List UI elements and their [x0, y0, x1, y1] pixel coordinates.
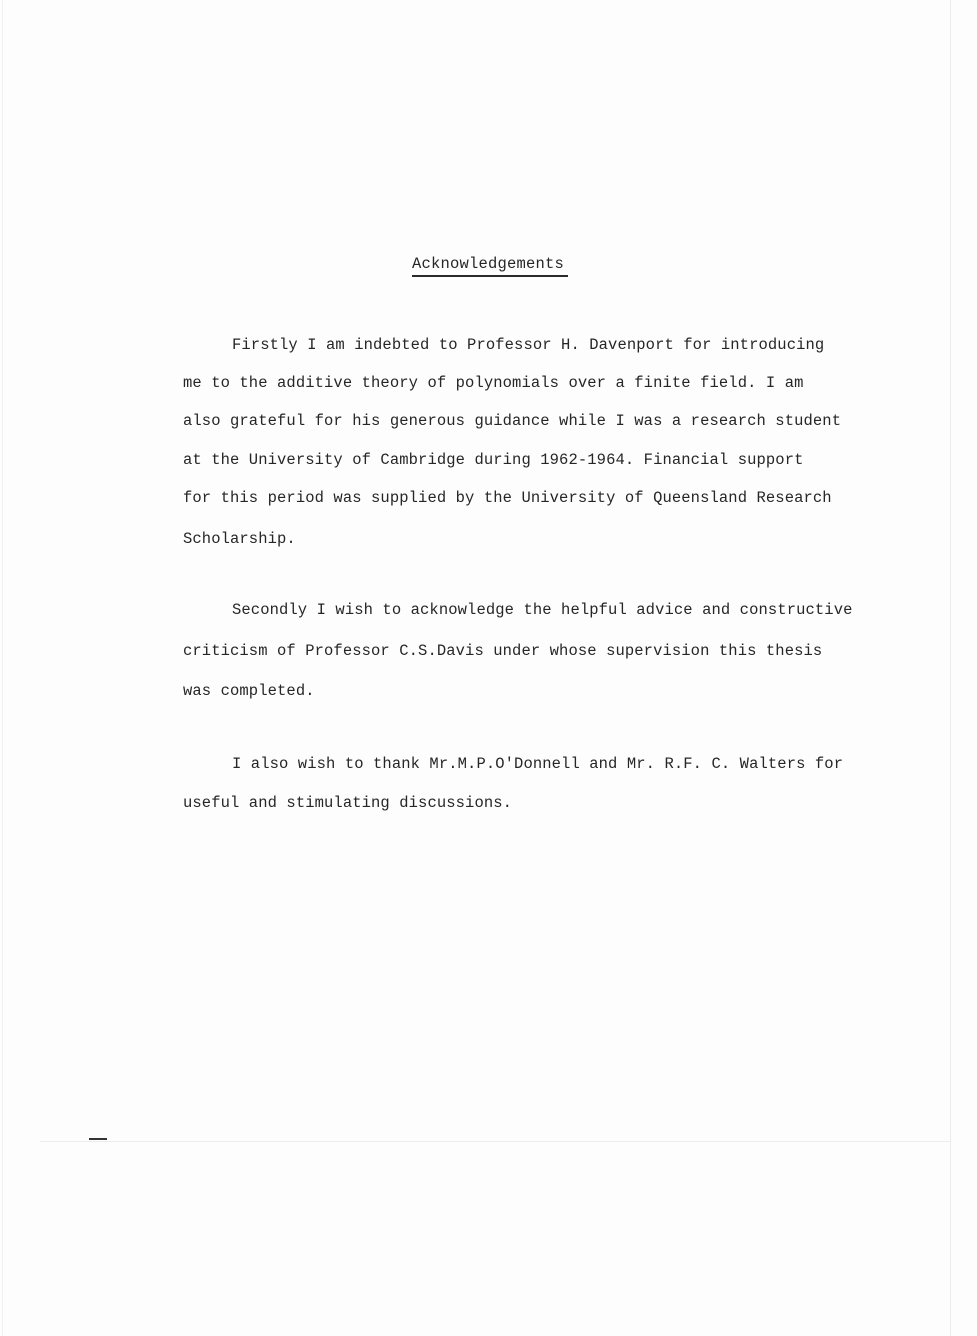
paragraph-3-line-2: useful and stimulating discussions. — [183, 794, 513, 812]
paragraph-1-line-6: Scholarship. — [183, 530, 296, 548]
paragraph-1-line-5: for this period was supplied by the University of Queensland Research — [183, 489, 832, 507]
paragraph-2-line-3: was completed. — [183, 682, 315, 700]
paragraph-2-line-1: Secondly I wish to acknowledge the helpful advice and constructive — [232, 601, 853, 619]
title-underline — [412, 275, 568, 277]
paragraph-1-line-2: me to the additive theory of polynomials over a finite field. I am — [183, 374, 804, 392]
scan-edge-left — [2, 0, 3, 1336]
scan-edge-right — [950, 0, 951, 1336]
page-fold-line — [40, 1141, 950, 1142]
paragraph-1-line-4: at the University of Cambridge during 1962-1964. Financial support — [183, 451, 804, 469]
margin-mark — [89, 1138, 107, 1140]
paragraph-1-line-1: Firstly I am indebted to Professor H. Davenport for introducing — [232, 336, 825, 354]
paragraph-2-line-2: criticism of Professor C.S.Davis under whose supervision this thesis — [183, 642, 823, 660]
paragraph-1-line-3: also grateful for his generous guidance while I was a research student — [183, 412, 842, 430]
page-title: Acknowledgements — [412, 255, 565, 273]
paragraph-3-line-1: I also wish to thank Mr.M.P.O'Donnell and Mr. R.F. C. Walters for — [232, 755, 844, 773]
